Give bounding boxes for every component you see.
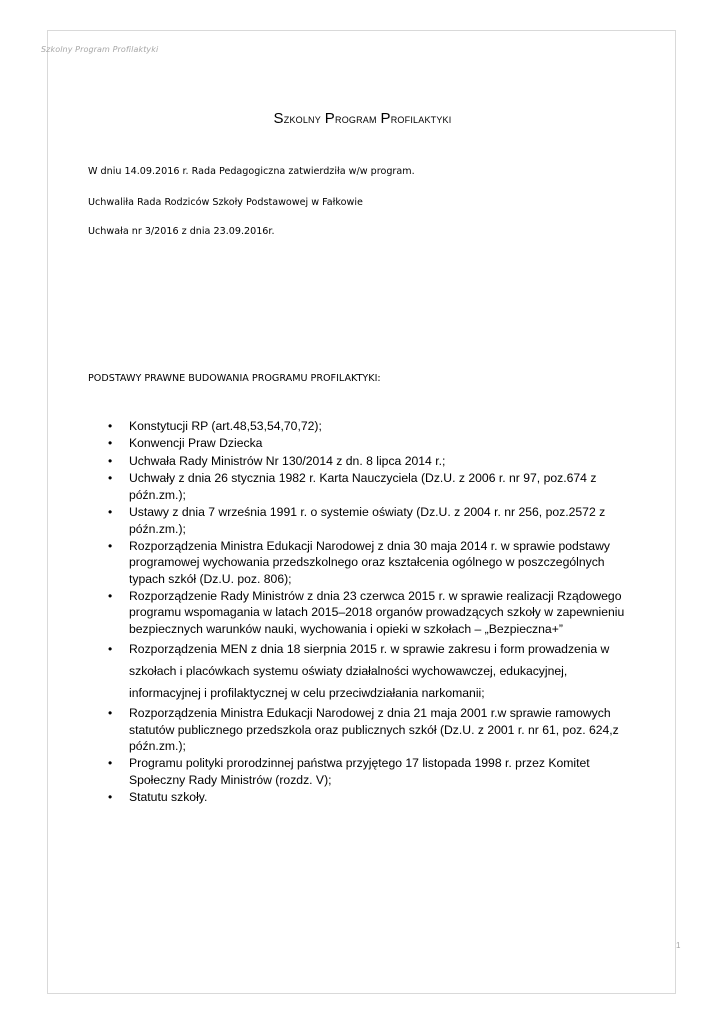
title-word-2: rogram	[335, 111, 381, 126]
list-item	[108, 588, 628, 637]
bullet-icon: •	[108, 539, 113, 554]
bullet-icon: •	[108, 436, 113, 451]
list-item	[108, 705, 628, 754]
list-item-text: Programu polityki prorodzinnej państwa przyjętego 17 listopada 1998 r. przez Komitet Społeczny Rady Ministrów (rozdz. V);	[129, 756, 590, 787]
bullet-icon: •	[108, 471, 113, 486]
list-item	[108, 453, 628, 469]
list-item	[108, 755, 628, 788]
bullet-icon: •	[108, 642, 113, 657]
resolution-line: Uchwała nr 3/2016 z dnia 23.09.2016r.	[88, 226, 275, 237]
bullet-icon: •	[108, 706, 113, 721]
legal-basis-list	[108, 418, 628, 807]
title-initial-2: P	[324, 110, 335, 127]
list-item	[108, 638, 628, 704]
list-item	[108, 538, 628, 587]
document-title	[0, 110, 725, 127]
bullet-icon: •	[108, 419, 113, 433]
list-item-text: Konstytucji RP (art.48,53,54,70,72);	[129, 419, 322, 433]
title-initial-1: S	[273, 110, 284, 127]
list-item-text: Uchwała Rady Ministrów Nr 130/2014 z dn. 8 lipca 2014 r.;	[129, 453, 446, 468]
list-item	[108, 470, 628, 503]
bullet-icon: •	[108, 453, 113, 468]
list-item	[108, 789, 628, 805]
list-item-text: Rozporządzenie Rady Ministrów z dnia 23 czerwca 2015 r. w sprawie realizacji Rządowego programu wspomagania w latach 2015–2018 organów prowadzących szkoły w zapewnieniu bezpiecznych warunków nauki, wychowania i opieki w szkołach – „Bezpieczna+”	[129, 589, 625, 636]
title-word-3: rofilaktyki	[390, 111, 452, 126]
bullet-icon: •	[108, 790, 113, 805]
list-item-text: Rozporządzenia Ministra Edukacji Narodowej z dnia 21 maja 2001 r.w sprawie ramowych statutów publicznego przedszkola oraz publicznych szkół (Dz.U. z 2001 r. nr 61, poz. 624,z późn.zm.);	[129, 706, 619, 753]
list-item-text: Rozporządzenia Ministra Edukacji Narodowej z dnia 30 maja 2014 r. w sprawie podstawy programowej wychowania przedszkolnego oraz kształcenia ogólnego w poszczególnych typach szkół (Dz.U. poz. 806);	[129, 539, 610, 586]
list-item-text: Konwencji Praw Dziecka	[129, 436, 263, 451]
list-item-text: Rozporządzenia MEN z dnia 18 sierpnia 2015 r. w sprawie zakresu i form prowadzenia w szkołach i placówkach systemu oświaty działalności wychowawczej, edukacyjnej, informacyjnej i profilaktycznej w celu przeciwdziałania narkomanii;	[129, 642, 610, 701]
title-word-1: zkolny	[283, 111, 325, 126]
list-item-text: Ustawy z dnia 7 września 1991 r. o systemie oświaty (Dz.U. z 2004 r. nr 256, poz.2572 z późn.zm.);	[129, 505, 606, 536]
approval-line: W dniu 14.09.2016 r. Rada Pedagogiczna zatwierdziła w/w program.	[88, 166, 415, 177]
page-number: 1	[676, 941, 681, 950]
section-heading: PODSTAWY PRAWNE BUDOWANIA PROGRAMU PROFILAKTYKI:	[88, 373, 381, 384]
running-header: Szkolny Program Profilaktyki	[41, 45, 159, 54]
list-item	[108, 435, 628, 451]
bullet-icon: •	[108, 505, 113, 520]
list-item	[108, 418, 628, 434]
list-item	[108, 504, 628, 537]
bullet-icon: •	[108, 756, 113, 771]
parents-council-line: Uchwaliła Rada Rodziców Szkoły Podstawowej w Fałkowie	[88, 197, 363, 208]
bullet-icon: •	[108, 589, 113, 604]
list-item-text: Statutu szkoły.	[129, 790, 208, 805]
title-initial-3: P	[380, 110, 391, 127]
list-item-text: Uchwały z dnia 26 stycznia 1982 r. Karta Nauczyciela (Dz.U. z 2006 r. nr 97, poz.674 z późn.zm.);	[129, 471, 597, 502]
